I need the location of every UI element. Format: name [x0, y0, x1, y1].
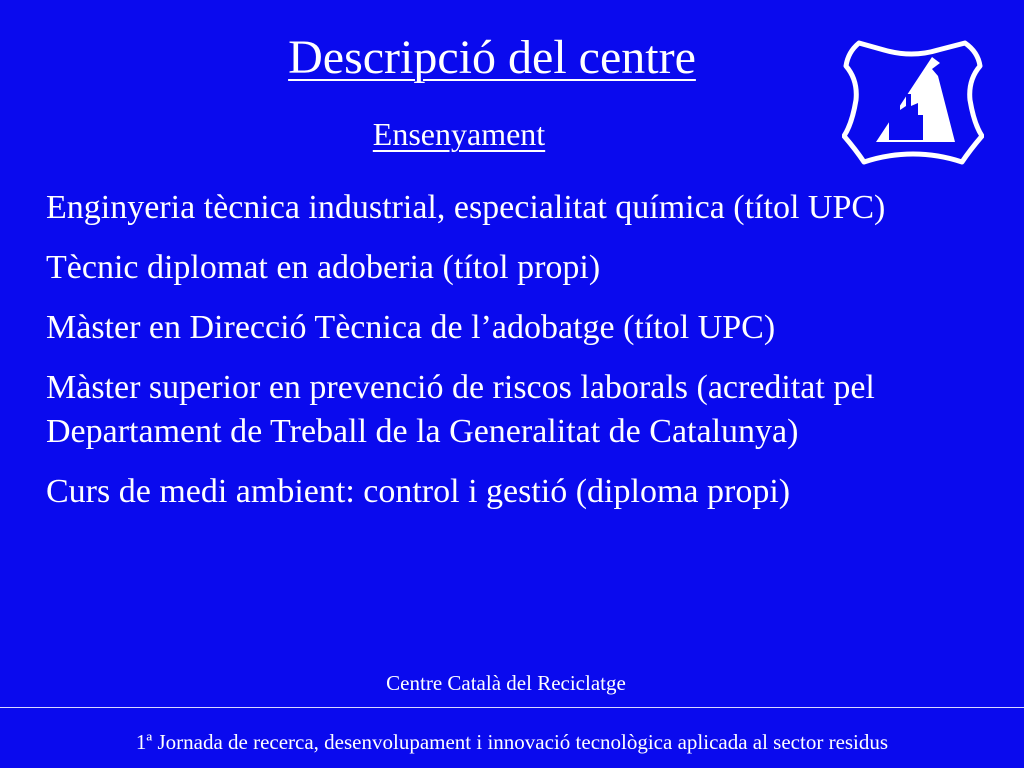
program-item: Enginyeria tècnica industrial, especialitat química (títol UPC): [46, 189, 886, 226]
page-title: Descripció del centre: [288, 31, 696, 84]
hide-factory-logo-icon: [842, 40, 984, 166]
program-item: Màster superior en prevenció de riscos laborals (acreditat pel Departament de Treball de la Generalitat de Catalunya): [46, 369, 875, 450]
program-item: Tècnic diplomat en adoberia (títol propi): [46, 249, 601, 286]
event-footer: 1ª Jornada de recerca, desenvolupament i innovació tecnològica aplicada al sector residus: [135, 730, 889, 754]
program-item: Curs de medi ambient: control i gestió (diploma propi): [46, 473, 791, 510]
program-item: Màster en Direcció Tècnica de l’adobatge (títol UPC): [46, 309, 776, 346]
organization-footer: Centre Català del Reciclatge: [386, 671, 626, 695]
section-subtitle: Ensenyament: [372, 116, 546, 152]
footer-divider: [0, 707, 1024, 708]
program-list: [46, 186, 996, 530]
